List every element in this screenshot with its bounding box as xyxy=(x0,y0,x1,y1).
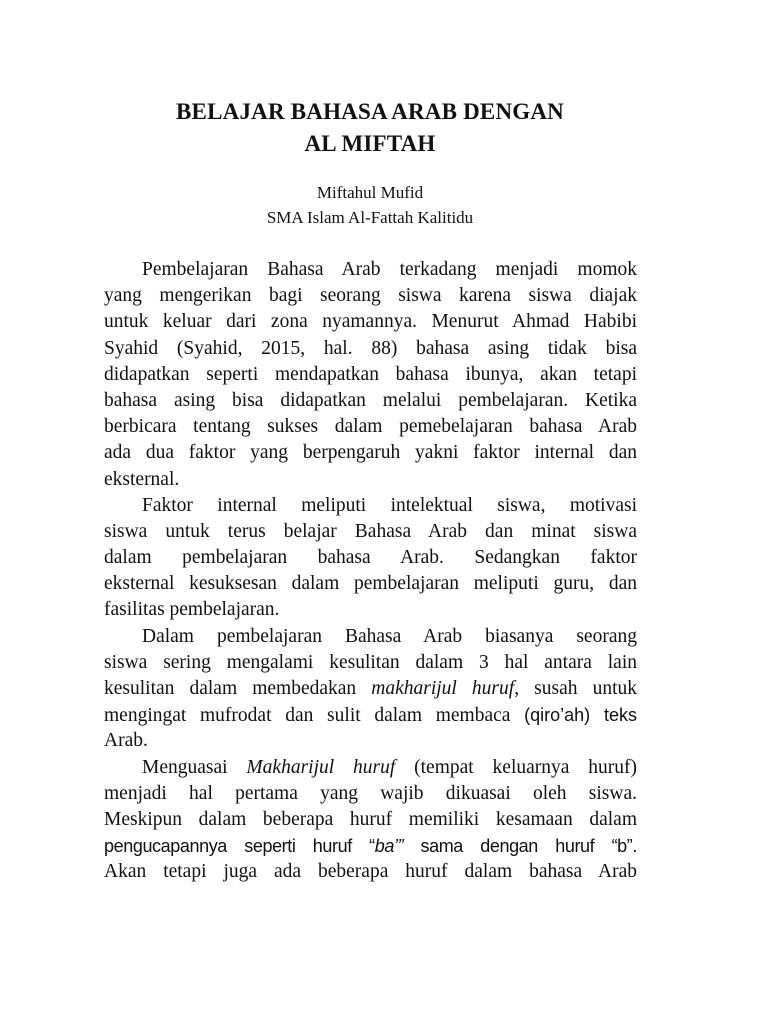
text-segment: , susah untuk xyxy=(514,678,637,699)
author-name: Miftahul Mufid xyxy=(316,183,424,202)
text-line: eksternal kesuksesan dalam pembelajaran meliputi guru, dan xyxy=(104,573,637,595)
text-line: Dalam pembelajaran Bahasa Arab biasanya seorang xyxy=(142,625,637,647)
text-line: yang mengerikan bagi seorang siswa karena siswa diajak xyxy=(104,285,637,307)
text-line: Meskipun dalam beberapa huruf memiliki kesamaan dalam xyxy=(104,808,637,830)
italic-term: Makharijul huruf xyxy=(246,756,396,778)
text-line xyxy=(104,702,637,728)
text-line: eksternal. xyxy=(104,468,180,490)
text-segment: (qiro’ah) teks xyxy=(524,705,637,726)
paragraph-4 xyxy=(104,755,637,886)
text-line: menjadi hal pertama yang wajib dikuasai oleh siswa. xyxy=(104,782,637,804)
text-line: siswa sering mengalami kesulitan dalam 3 hal antara lain xyxy=(104,651,637,673)
title-line-1: BELAJAR BAHASA ARAB DENGAN xyxy=(176,99,564,124)
paragraph-1 xyxy=(104,257,637,493)
author-school: SMA Islam Al-Fattah Kalitidu xyxy=(266,208,474,227)
text-line xyxy=(104,676,637,702)
text-line: didapatkan seperti mendapatkan bahasa ibunya, akan tetapi xyxy=(104,363,637,385)
text-line xyxy=(104,755,637,781)
title-line-2: AL MIFTAH xyxy=(304,131,436,156)
text-line: untuk keluar dari zona nyamannya. Menurut Ahmad Habibi xyxy=(104,311,637,333)
text-line: Akan tetapi juga ada beberapa huruf dalam bahasa Arab xyxy=(104,861,637,883)
paragraph-3 xyxy=(104,624,637,755)
text-segment: pengucapannya seperti huruf “ xyxy=(104,836,375,857)
text-segment: mengingat mufrodat dan sulit dalam membaca xyxy=(104,705,525,727)
text-line: Syahid (Syahid, 2015, hal. 88) bahasa asing tidak bisa xyxy=(104,337,637,359)
text-line: bahasa asing bisa didapatkan melalui pembelajaran. Ketika xyxy=(104,389,637,411)
text-segment: (tempat keluarnya huruf) xyxy=(395,756,637,778)
paragraph-2 xyxy=(104,493,637,624)
text-line: dalam pembelajaran bahasa Arab. Sedangkan faktor xyxy=(104,547,637,569)
text-line: Arab. xyxy=(104,730,148,752)
text-segment: Menguasai xyxy=(142,756,247,778)
text-line xyxy=(104,833,637,859)
article-body xyxy=(104,257,637,886)
text-line: fasilitas pembelajaran. xyxy=(104,599,280,621)
italic-term: ba’” xyxy=(374,836,404,857)
text-line: ada dua faktor yang berpengaruh yakni faktor internal dan xyxy=(104,442,637,464)
text-segment: kesulitan dalam membedakan xyxy=(104,678,372,699)
text-line: Pembelajaran Bahasa Arab terkadang menjadi momok xyxy=(142,259,637,280)
text-segment: sama dengan huruf “b”. xyxy=(403,836,637,857)
italic-term: makharijul huruf xyxy=(371,678,515,699)
text-line: berbicara tentang sukses dalam pemebelajaran bahasa Arab xyxy=(104,416,637,438)
text-line: siswa untuk terus belajar Bahasa Arab dan minat siswa xyxy=(104,520,637,542)
text-line: Faktor internal meliputi intelektual siswa, motivasi xyxy=(142,494,637,516)
